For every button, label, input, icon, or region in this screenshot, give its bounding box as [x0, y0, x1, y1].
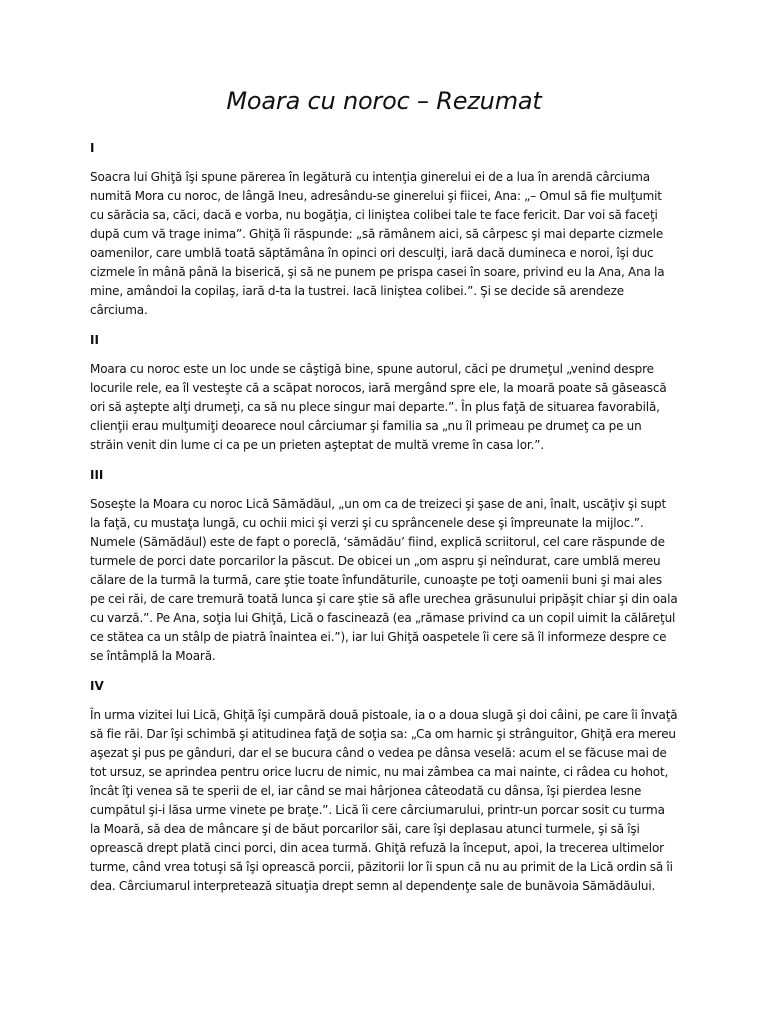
section-3 [90, 467, 678, 666]
section-paragraph: În urma vizitei lui Lică, Ghiţă îşi cumpără două pistoale, ia o a doua slugă şi doi câini, pe care îi învaţă să fie răi. Dar îşi schimbă şi atitudinea faţă de soţia sa: „Ca om harnic şi strânguitor, Ghiţă era mereu aşezat şi pus pe gânduri, dar el se bucura când o vedea pe dânsa veselă: acum el se făcuse mai de tot ursuz, se aprindea pentru orice lucru de nimic, nu mai zâmbea ca mai nainte, ci râdea cu hohot, încât îţi venea să te sperii de el, iar când se mai hârjonea câteodată cu dânsa, îşi pierdea lesne cumpătul şi-i lăsa urme vinete pe braţe.”. Lică îi cere cârciumarului, printr-un porcar sosit cu turma la Moară, să dea de mâncare şi de băut porcarilor săi, care îşi deplasau atunci turmele, şi să îşi oprească drept plată cinci porci, din acea turmă. Ghiţă refuză la început, apoi, la trecerea ultimelor turme, când vrea totuşi să îşi oprească porcii, păzitorii lor îi spun că nu au primit de la Lică ordin să îi dea. Cârciumarul interpretează situaţia drept semn al dependenţe sale de bunăvoia Sămădăului. [90, 708, 678, 893]
section-heading: IV [90, 679, 104, 693]
section-paragraph: Moara cu noroc este un loc unde se câştigă bine, spune autorul, căci pe drumeţul „venind despre locurile rele, ea îl vesteşte că a scăpat norocos, iară mergând spre ele, la moară poate să găsească ori să aştepte alţi drumeţi, ca să nu plece singur mai departe.”. În plus faţă de situarea favorabilă, clienţii erau mulţumiţi deoarece noul cârciumar şi familia sa „nu îl primeau pe drumeţ ca pe un străin venit din lume ci ca pe un prieten aşteptat de multă vreme în casa lor.”. [90, 362, 667, 452]
section-paragraph: Soseşte la Moara cu noroc Lică Sămădăul, „un om ca de treizeci şi şase de ani, înalt, uscăţiv şi supt la faţă, cu mustaţa lungă, cu ochii mici şi verzi şi cu sprâncenele dese şi împreunate la mijloc.”. Numele (Sămădăul) este de fapt o poreclă, ‘sămădău’ fiind, explică scriitorul, cel care răspunde de turmele de porci date porcarilor la păscut. De obicei un „om aspru şi neîndurat, care umblă mereu călare de la turmă la turmă, care ştie toate înfundăturile, cunoaşte pe toţi oamenii buni şi mai ales pe cei răi, de care tremură toată lunca şi care ştie să afle urechea grăsunului pripăşit chiar şi din oala cu varză.”. Pe Ana, soţia lui Ghiţă, Lică o fascinează (ea „rămase privind ca un copil uimit la călăreţul ce stătea ca un stâlp de piatră înaintea ei.”), iar lui Ghiţă oaspetele îi cere să îl informeze despre ce se întâmplă la Moară. [90, 497, 678, 663]
section-heading: III [90, 468, 104, 482]
section-1 [90, 140, 678, 320]
section-heading: II [90, 333, 99, 347]
document-title: Moara cu noroc – Rezumat [226, 87, 542, 115]
section-heading: I [90, 141, 95, 155]
section-2 [90, 332, 678, 455]
section-paragraph: Soacra lui Ghiţă îşi spune părerea în legătură cu intenţia ginerelui ei de a lua în arendă cârciuma numită Mora cu noroc, de lângă Ineu, adresându-se ginerelui şi fiicei, Ana: „– Omul să fie mulţumit cu sărăcia sa, căci, dacă e vorba, nu bogăţia, ci liniştea colibei tale te face fericit. Dar voi să faceţi după cum vă trage inima”. Ghiţă îi răspunde: „să rămânem aici, să cârpesc şi mai departe cizmele oamenilor, care umblă toată săptămâna în opinci ori desculţi, iară dacă dumineca e noroi, îşi duc cizmele în mână până la biserică, şi să ne punem pe prispa casei în soare, privind eu la Ana, Ana la mine, amândoi la copilaş, iară d-ta la tustrei. Iacă liniştea colibei.”. Şi se decide să arendeze cârciuma. [90, 170, 665, 317]
document-page [90, 84, 678, 908]
section-4 [90, 678, 678, 896]
